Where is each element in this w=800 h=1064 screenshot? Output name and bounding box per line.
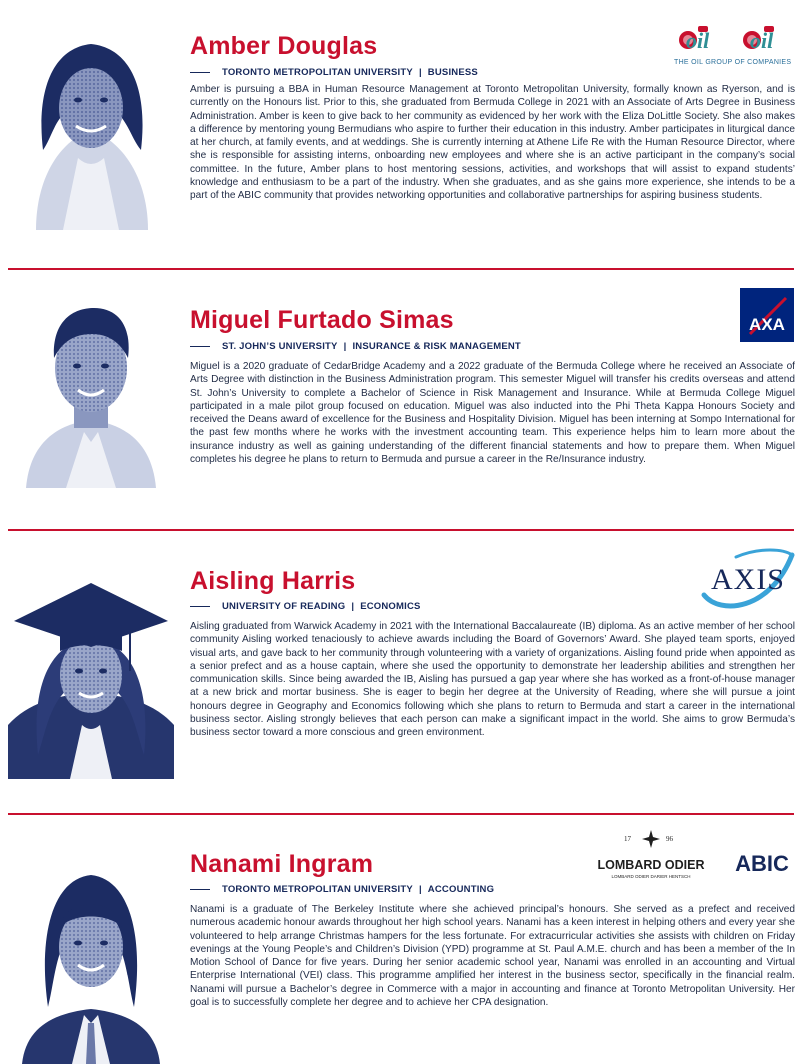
abic-logo <box>728 849 796 877</box>
university-program-line <box>190 601 421 612</box>
student-bio: Nanami is a graduate of The Berkeley Institute where she achieved principal’s honours. She served as a prefect and received numerous academic honour awards throughout her high school years. Nanami has a keen interest in helping others and every year she volunteered to help arrange Christmas hampers for the less fortunate. For extracurricular activities she assists with children on Friday evenings at the Young People’s and Children’s Division (YPD) programme at St. Paul A.M.E. church and has been a member of the In Motion School of Dance for five years. During her senior academic school year, Nanami was enrolled in an accounting and Virtual Enterprise International (VEI) class. This programme amplified her interest in the business sector, specifically in the financial realm. Nanami will pursue a Bachelor’s degree in Commerce with a major in accounting and finance at Toronto Metropolitan University. Her goal is to successfully complete her degree and to achieve her CPA designation. <box>190 904 795 1008</box>
oil-logo-left-text: oil <box>686 28 710 53</box>
student-bio: Amber is pursuing a BBA in Human Resource Management at Toronto Metropolitan University, formally known as Ryerson, and is currently on the Honours list. Prior to this, she graduated from Bermuda College in 2021 with an Associate of Arts Degree in Business Administration. Amber is keen to give back to her community as evidenced by her work with the Eliza DoLittle Society. She also makes a difference by mentoring young Bermudians who aspire to further their education in this industry. Amber participates in liturgical dance at her church, at family events, and at weddings. She is currently interning at Athene Life Re with the Human Resource Director, where she is responsible for assisting interns, onboarding new employees and where she is an active participant in the company’s social committee. In the future, Amber plans to host mentoring sessions, activities, and workshops that will assist to expand students’ knowledge and enthusiasm to be a part of the industry. When she graduates, and as she gains more experience, she intends to be a part of the ABIC community that provides networking opportunities and collaborative partnerships for aspiring business students. <box>190 84 795 201</box>
university: ST. JOHN’S UNIVERSITY <box>222 341 338 352</box>
program: BUSINESS <box>427 67 478 78</box>
separator: | <box>418 884 422 895</box>
rule-dash <box>190 346 210 347</box>
program: INSURANCE & RISK MANAGEMENT <box>352 341 521 352</box>
program: ECONOMICS <box>360 601 421 612</box>
student-bio: Miguel is a 2020 graduate of CedarBridge Academy and a 2022 graduate of the Bermuda College where he received an Associate of Arts Degree with distinction in the Business Administration program. This semester Miguel will transfer his credits overseas and attend St. John’s University to complete a Bachelor of Science in Risk Management and Insurance. While at Bermuda College Miguel participated in a male pilot group focused on education. Miguel was also inducted into the Phi Theta Kappa Honours Society and received the Deans award of excellence for the Business and Hospitality Division. Miguel has been interning at Sompo International for the past few months where he works with the investment accounting team. This experience helps him to learn more about the insurance industry as well as gaining understanding of the different financial statements and how to prepare them. When Miguel completes his degree he plans to return to Bermuda and pursue a career in the Re/Insurance industry. <box>190 361 795 465</box>
profile-nanami-ingram <box>0 815 800 1064</box>
university: TORONTO METROPOLITAN UNIVERSITY <box>222 884 413 895</box>
abic-logo-text: ABIC <box>735 851 789 876</box>
portrait-photo <box>8 30 174 230</box>
student-bio: Aisling graduated from Warwick Academy in 2021 with the International Baccalaureate (IB) diploma. As an active member of her school community Aisling worked tenaciously to achieve awards including the Board of Governors’ Award. She played team sports, enjoyed visual arts, and gave back to her community through volunteering with a variety of organizations. Aisling found pride when appointed as a senior prefect and as a house captain, where she used the opportunity to demonstrate her leadership abilities and strengthen her communication skills. Since being awarded the IB, Aisling has pursued a gap year where she has worked as a front-of-house manager at a new brick and mortar business. She is eager to begin her degree at the University of Reading, where she will pursue a joint honours degree in Geography and Economics following which she plans to return to Bermuda and start a career in the international business sector. Aisling strongly believes that each person can make a significant impact in the world. She aims to grow Bermuda’s business sector toward a more conscious and green environment. <box>190 621 795 738</box>
program: ACCOUNTING <box>427 884 495 895</box>
student-name: Amber Douglas <box>190 32 378 60</box>
star-icon <box>642 830 660 848</box>
rule-dash <box>190 72 210 73</box>
lombard-odier-logo <box>597 827 705 885</box>
axis-logo <box>700 545 796 609</box>
separator: | <box>418 67 422 78</box>
profile-miguel-furtado-simas <box>0 270 800 530</box>
student-name: Miguel Furtado Simas <box>190 306 454 334</box>
portrait-photo <box>8 292 174 488</box>
lombard-logo-text: LOMBARD ODIER <box>597 858 705 872</box>
separator: | <box>351 601 355 612</box>
separator: | <box>343 341 347 352</box>
portrait-photo <box>8 575 174 779</box>
university: UNIVERSITY OF READING <box>222 601 346 612</box>
oil-tagline: THE OIL GROUP OF COMPANIES <box>674 59 792 66</box>
lombard-year-right: 96 <box>666 835 673 843</box>
student-name: Nanami Ingram <box>190 850 374 878</box>
lombard-logo-subtext: LOMBARD ODIER DARIER HENTSCH <box>611 874 691 879</box>
student-name: Aisling Harris <box>190 567 356 595</box>
oil-logo-right-text: oil <box>750 28 774 53</box>
university-program-line <box>190 341 521 352</box>
lombard-year-left: 17 <box>624 835 631 843</box>
university-program-line <box>190 67 478 78</box>
profile-aisling-harris <box>0 531 800 813</box>
university-program-line <box>190 884 494 895</box>
university: TORONTO METROPOLITAN UNIVERSITY <box>222 67 413 78</box>
axa-logo-text: AXA <box>749 315 785 334</box>
axis-logo-text: AXIS <box>710 563 786 596</box>
oil-group-logo <box>672 22 796 68</box>
axa-logo <box>740 288 794 342</box>
portrait-photo <box>8 857 174 1064</box>
rule-dash <box>190 889 210 890</box>
profile-amber-douglas <box>0 0 800 268</box>
rule-dash <box>190 606 210 607</box>
